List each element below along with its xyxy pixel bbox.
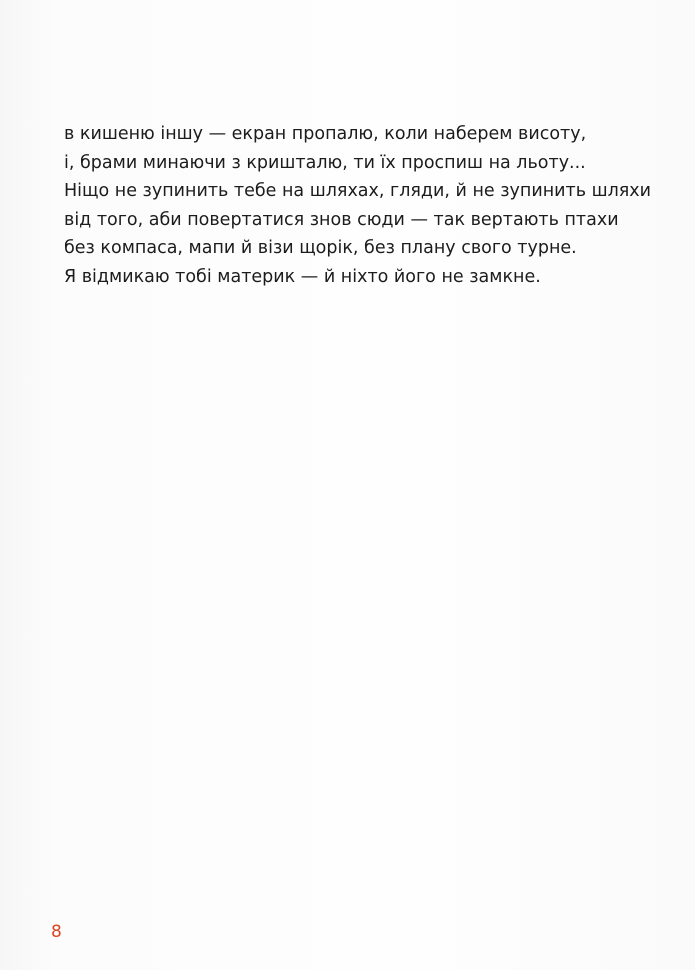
poem-line: від того, аби повертатися знов сюди — так вертають птахи — [64, 209, 619, 230]
poem-line: і, брами минаючи з кришталю, ти їх проспиш на льоту... — [64, 152, 586, 173]
poem-stanza — [64, 120, 664, 292]
poem-line: Я відмикаю тобі материк — й ніхто його не замкне. — [64, 266, 541, 287]
poem-line: в кишеню іншу — екран пропалю, коли наберем висоту, — [64, 124, 587, 144]
poem-line: без компаса, мапи й візи щорік, без плану свого турне. — [64, 238, 577, 259]
poem-line: Ніщо не зупинить тебе на шляхах, гляди, й не зупинить шляхи — [64, 181, 652, 202]
page-number: 8 — [51, 922, 62, 942]
